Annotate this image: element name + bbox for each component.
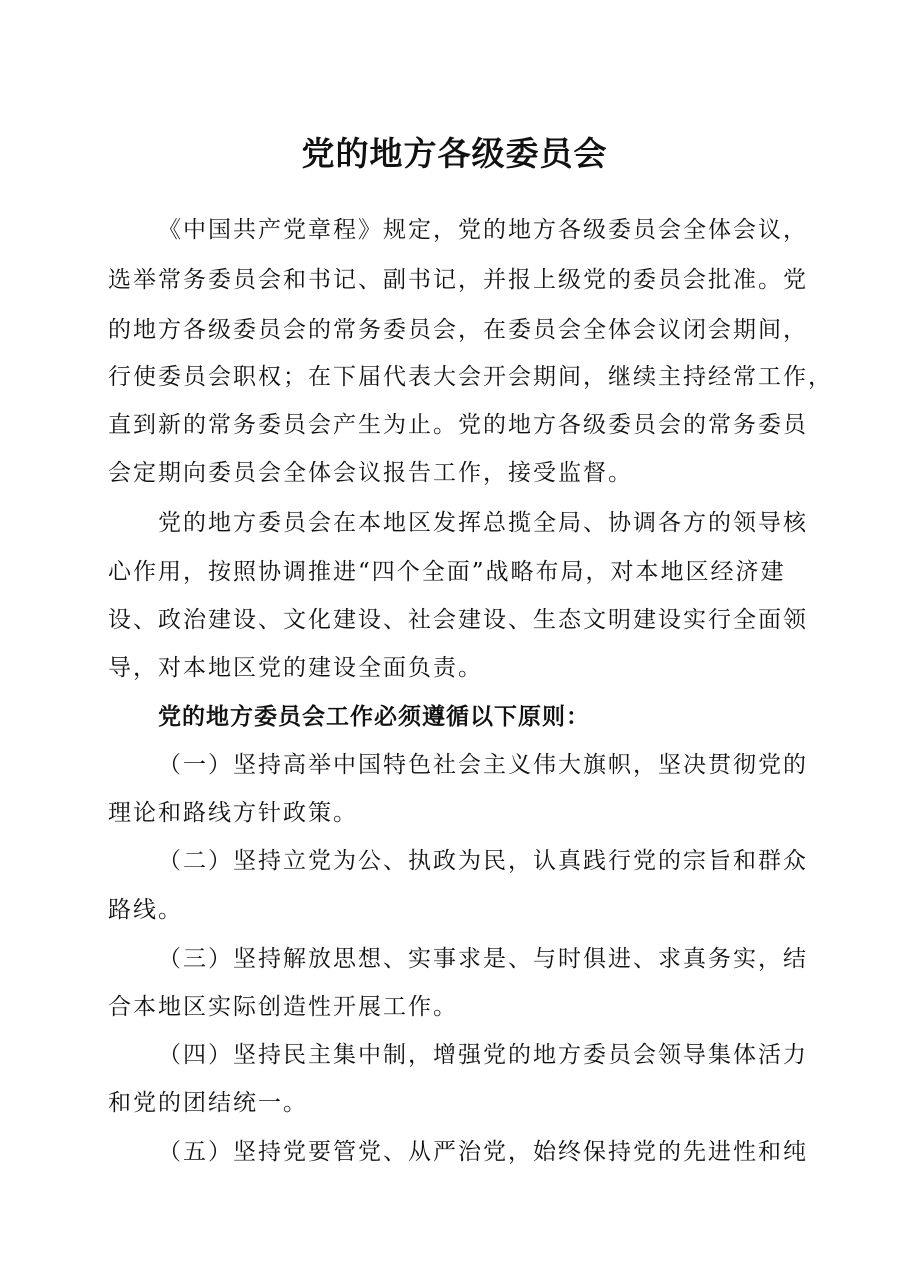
paragraph-line: 直到新的常务委员会产生为止。党的地方各级委员会的常务委员 [108,412,808,438]
principle-line: （五）坚持党要管党、从严治党，始终保持党的先进性和纯 [158,1139,808,1165]
principle-line: （四）坚持民主集中制，增强党的地方委员会领导集体活力 [158,1042,808,1068]
paragraph-line: 设、政治建设、文化建设、社会建设、生态文明建设实行全面领 [108,607,808,633]
paragraph-line: 导，对本地区党的建设全面负责。 [108,655,483,681]
paragraph-line: 选举常务委员会和书记、副书记，并报上级党的委员会批准。党 [108,267,808,293]
principle-line: （二）坚持立党为公、执政为民，认真践行党的宗旨和群众 [158,848,808,874]
paragraph-line: 《中国共产党章程》规定，党的地方各级委员会全体会议， [158,217,808,243]
principle-line: 路线。 [108,897,183,923]
principle-line: （一）坚持高举中国特色社会主义伟大旗帜，坚决贯彻党的 [158,752,808,778]
principle-line: （三）坚持解放思想、实事求是、与时俱进、求真务实，结 [158,946,808,972]
principle-line: 和党的团结统一。 [108,1090,308,1116]
paragraph-line: 行使委员会职权；在下届代表大会开会期间，继续主持经常工作， [108,364,833,390]
principle-line: 理论和路线方针政策。 [108,800,358,826]
principle-line: 合本地区实际创造性开展工作。 [108,994,458,1020]
paragraph-line: 党的地方委员会在本地区发挥总揽全局、协调各方的领导核 [158,510,808,536]
paragraph-line: 的地方各级委员会的常务委员会，在委员会全体会议闭会期间， [108,317,808,343]
paragraph-line: 心作用，按照协调推进“四个全面”战略布局，对本地区经济建 [108,559,786,585]
document-title: 党的地方各级委员会 [301,134,608,173]
paragraph-line: 会定期向委员会全体会议报告工作，接受监督。 [108,460,633,486]
section-heading: 党的地方委员会工作必须遵循以下原则： [158,703,590,730]
